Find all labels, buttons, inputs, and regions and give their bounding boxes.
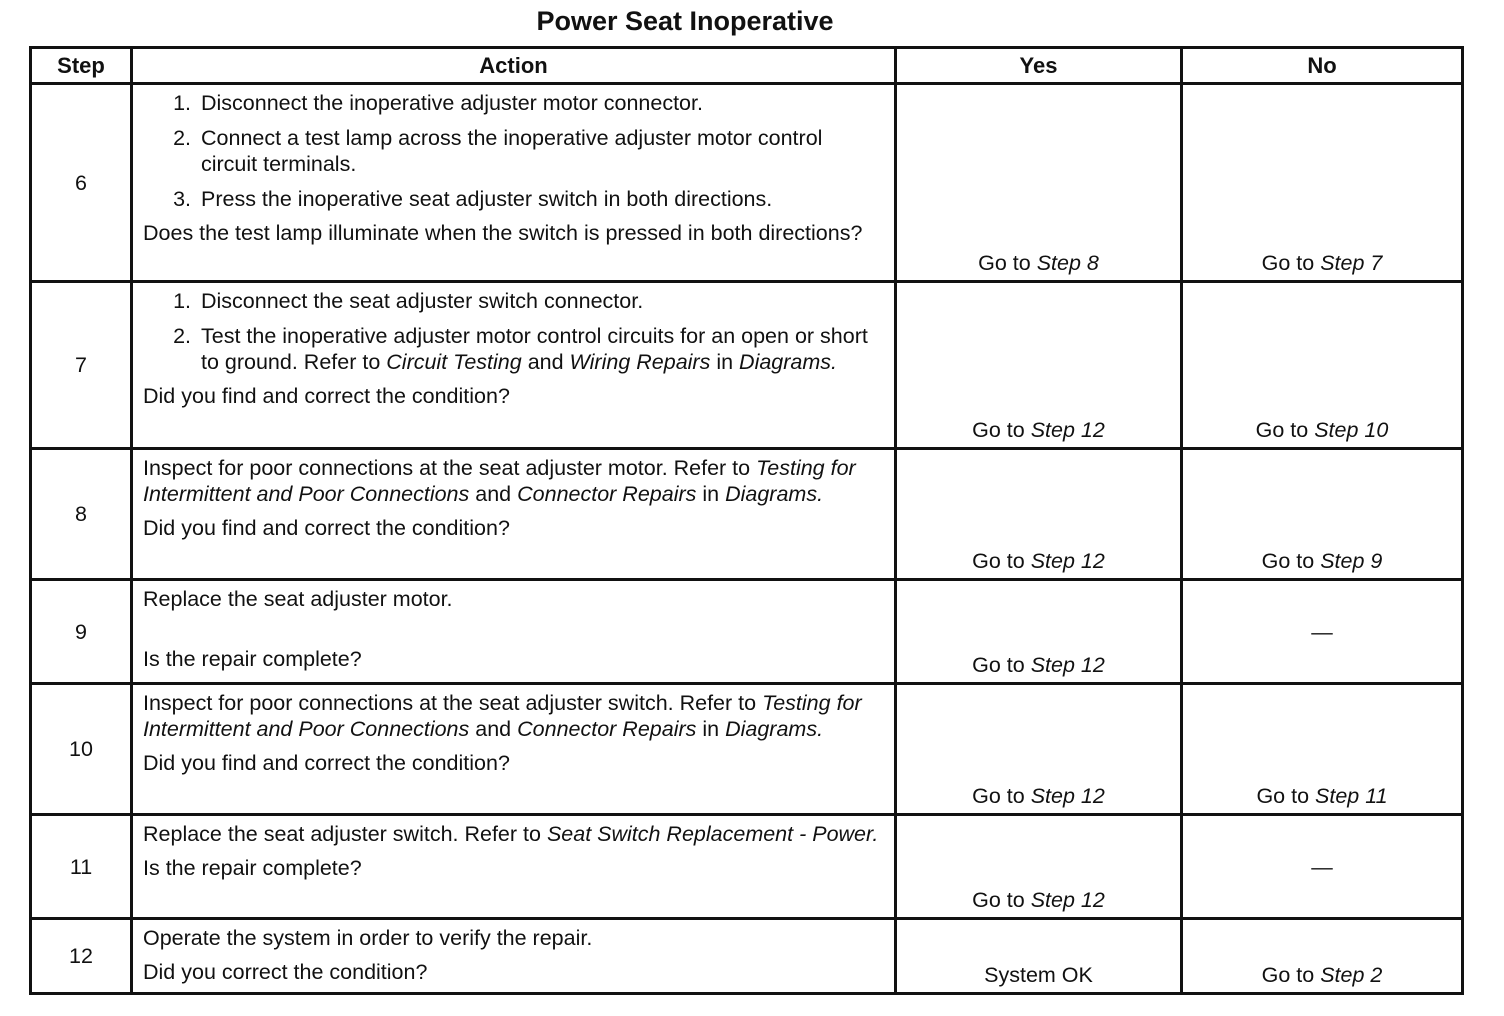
question: Did you correct the condition? [143, 960, 428, 984]
question: Is the repair complete? [143, 647, 362, 671]
header-step: Step [31, 48, 132, 84]
yes-cell [896, 84, 1182, 282]
yes-step-ref: Step 12 [1030, 888, 1105, 912]
no-step-ref: Step 7 [1320, 251, 1383, 275]
yes-prefix: Go to [978, 251, 1031, 275]
reference: Wiring Repairs [569, 350, 711, 374]
no-cell [1182, 815, 1463, 919]
yes-prefix: Go to [972, 418, 1025, 442]
yes-step-ref: Step 12 [1030, 653, 1105, 677]
no-step-ref: Step 11 [1315, 784, 1388, 808]
item-number: 3. [173, 187, 191, 211]
reference: Seat Switch Replacement - Power. [546, 822, 879, 846]
item-text [201, 323, 882, 375]
yes-step-ref: Step 12 [1030, 418, 1105, 442]
text-run: and [475, 482, 512, 506]
no-step-ref: Step 10 [1314, 418, 1389, 442]
table-row [31, 815, 1463, 919]
item-text: Disconnect the inoperative adjuster motor connector. [201, 91, 703, 115]
yes-cell [896, 684, 1182, 815]
yes-cell [896, 815, 1182, 919]
text-run: in [716, 350, 734, 374]
step-number: 11 [31, 815, 132, 919]
no-cell [1182, 580, 1463, 684]
action-steps [143, 90, 882, 212]
reference: Connector Repairs [517, 717, 697, 741]
yes-cell [896, 919, 1182, 994]
page-title: Power Seat Inoperative [536, 6, 834, 36]
reference: Diagrams. [725, 482, 824, 506]
table-row [31, 84, 1463, 282]
no-cell [1182, 684, 1463, 815]
action-cell [132, 919, 896, 994]
no-dash: — [1311, 854, 1333, 879]
instruction [143, 455, 882, 507]
reference: Testing for Intermittent and Poor Connections [143, 691, 862, 741]
header-action: Action [132, 48, 896, 84]
item-number: 1. [173, 91, 191, 115]
yes-prefix: Go to [972, 888, 1025, 912]
list-item [143, 125, 882, 177]
text-run: Test the inoperative adjuster motor control circuits for an open or short to ground. Refer to [201, 324, 868, 374]
reference: Diagrams. [739, 350, 838, 374]
action-cell [132, 84, 896, 282]
no-cell [1182, 282, 1463, 449]
yes-prefix: Go to [972, 653, 1025, 677]
action-cell [132, 449, 896, 580]
text-run: Inspect for poor connections at the seat adjuster switch. Refer to [143, 691, 757, 715]
yes-step-ref: Step 12 [1030, 784, 1105, 808]
question: Did you find and correct the condition? [143, 751, 510, 775]
text-run: in [702, 482, 720, 506]
item-text: Press the inoperative seat adjuster switch in both directions. [201, 187, 773, 211]
action-cell [132, 580, 896, 684]
yes-prefix: Go to [972, 549, 1025, 573]
no-step-ref: Step 9 [1320, 549, 1383, 573]
no-prefix: Go to [1261, 549, 1315, 573]
no-cell [1182, 84, 1463, 282]
yes-step-ref: Step 12 [1030, 549, 1105, 573]
table-row [31, 449, 1463, 580]
no-step-ref: Step 2 [1320, 963, 1383, 987]
no-prefix: Go to [1255, 418, 1309, 442]
list-item [143, 90, 882, 116]
action-cell [132, 815, 896, 919]
step-number: 10 [31, 684, 132, 815]
text-run: Inspect for poor connections at the seat adjuster motor. Refer to [143, 456, 751, 480]
text-run: and [527, 350, 564, 374]
reference: Connector Repairs [517, 482, 697, 506]
no-dash: — [1311, 619, 1333, 644]
action-cell [132, 282, 896, 449]
yes-cell [896, 580, 1182, 684]
header-no: No [1182, 48, 1463, 84]
list-item [143, 288, 882, 314]
reference: Testing for Intermittent and Poor Connections [143, 456, 856, 506]
yes-prefix: Go to [972, 784, 1025, 808]
table-row [31, 684, 1463, 815]
diagnostic-table [29, 46, 1464, 995]
reference: Diagrams. [725, 717, 824, 741]
action-cell [132, 684, 896, 815]
step-number: 9 [31, 580, 132, 684]
yes-cell [896, 282, 1182, 449]
table-row [31, 282, 1463, 449]
step-number: 8 [31, 449, 132, 580]
instruction [143, 690, 882, 742]
item-number: 2. [173, 126, 191, 150]
item-number: 1. [173, 289, 191, 313]
question: Is the repair complete? [143, 856, 362, 880]
spacer [143, 620, 882, 646]
action-steps [143, 288, 882, 375]
list-item [143, 323, 882, 375]
header-row [31, 48, 1463, 84]
no-prefix: Go to [1256, 784, 1310, 808]
question: Did you find and correct the condition? [143, 516, 510, 540]
step-number: 7 [31, 282, 132, 449]
item-text: Disconnect the seat adjuster switch connector. [201, 289, 644, 313]
item-text: Connect a test lamp across the inoperative adjuster motor control circuit terminals. [201, 126, 823, 176]
no-cell [1182, 919, 1463, 994]
instruction [143, 821, 882, 847]
list-item [143, 186, 882, 212]
text-run: and [475, 717, 512, 741]
yes-step-ref: Step 8 [1036, 251, 1099, 275]
yes-cell [896, 449, 1182, 580]
instruction: Operate the system in order to verify the repair. [143, 926, 593, 950]
no-cell [1182, 449, 1463, 580]
step-number: 12 [31, 919, 132, 994]
reference: Circuit Testing [386, 350, 522, 374]
no-prefix: Go to [1261, 251, 1315, 275]
no-prefix: Go to [1261, 963, 1315, 987]
table-row [31, 580, 1463, 684]
instruction: Replace the seat adjuster motor. [143, 587, 453, 611]
step-number: 6 [31, 84, 132, 282]
table-row [31, 919, 1463, 994]
yes-result: System OK [984, 963, 1093, 987]
header-yes: Yes [896, 48, 1182, 84]
question: Did you find and correct the condition? [143, 384, 510, 408]
question: Does the test lamp illuminate when the switch is pressed in both directions? [143, 221, 863, 245]
text-run: in [702, 717, 720, 741]
text-run: Replace the seat adjuster switch. Refer to [143, 822, 541, 846]
item-number: 2. [173, 324, 191, 348]
